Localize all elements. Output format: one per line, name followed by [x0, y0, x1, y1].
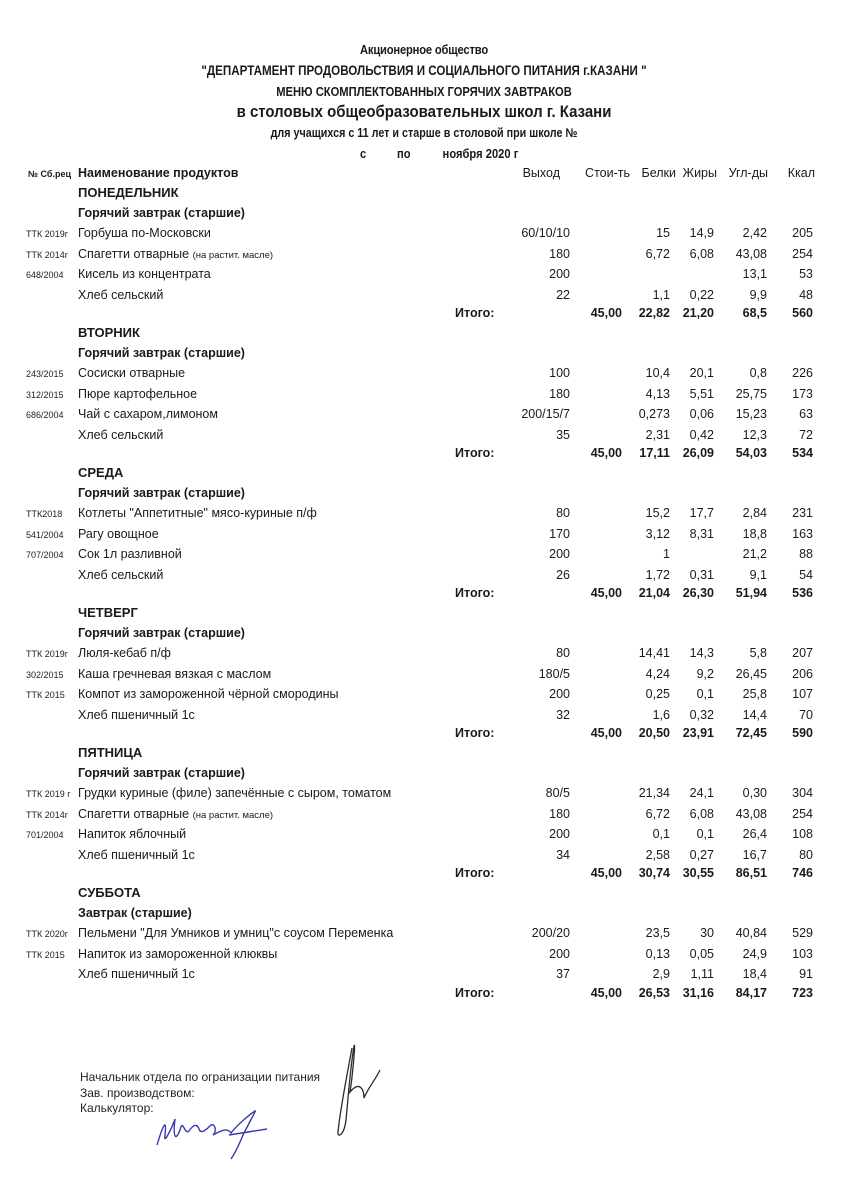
menu-item-row — [0, 267, 848, 287]
menu-item-row — [0, 407, 848, 427]
menu-item-row — [0, 428, 848, 448]
kcal-value: 108 — [792, 827, 813, 841]
col-header-output: Выход — [522, 166, 560, 180]
menu-item-row — [0, 786, 848, 806]
total-protein: 21,04 — [638, 586, 670, 600]
menu-item-row — [0, 527, 848, 547]
dish-name — [78, 667, 271, 681]
fat-value: 17,7 — [689, 506, 714, 520]
dish-name-text: Напиток яблочный — [78, 827, 187, 841]
recipe-code: ТТК 2014г — [26, 249, 69, 260]
total-row — [0, 446, 848, 466]
recipe-code: 302/2015 — [26, 669, 64, 680]
total-protein: 17,11 — [639, 446, 670, 460]
dish-name-text: Хлеб пшеничный 1с — [78, 707, 195, 722]
fat-value: 0,05 — [689, 946, 714, 961]
total-cost: 45,00 — [590, 306, 622, 320]
dish-name — [78, 786, 391, 800]
date-to-label: по — [396, 146, 411, 161]
dish-name-text: Рагу овощное — [78, 526, 159, 541]
total-carbs: 84,17 — [735, 985, 767, 1000]
protein-value: 1,6 — [652, 707, 670, 722]
dish-name-text: Кисель из концентрата — [78, 267, 211, 281]
menu-item-row — [0, 687, 848, 707]
protein-value: 2,31 — [645, 427, 670, 442]
col-header-cost: Стои-ть — [585, 166, 630, 180]
protein-value: 10,4 — [645, 366, 670, 380]
dish-name — [78, 387, 197, 401]
fat-value: 20,1 — [689, 366, 714, 380]
protein-value: 23,5 — [645, 926, 670, 940]
total-label: Итого: — [455, 446, 495, 460]
dish-name — [78, 848, 195, 862]
carbs-value: 2,84 — [742, 506, 767, 520]
sig-line-head: Начальник отдела по огранизации питания — [80, 1070, 321, 1084]
carbs-value: 43,08 — [735, 246, 767, 261]
total-label: Итого: — [455, 726, 495, 740]
menu-item-row — [0, 506, 848, 526]
protein-value: 1,72 — [645, 567, 670, 582]
output-value: 180 — [549, 806, 570, 821]
kcal-value: 173 — [792, 386, 813, 401]
output-value: 200 — [549, 946, 570, 961]
dish-name — [78, 926, 393, 940]
kcal-value: 163 — [792, 526, 813, 541]
total-row — [0, 726, 848, 746]
fat-value: 14,3 — [689, 646, 714, 660]
recipe-code: 701/2004 — [26, 830, 64, 840]
recipe-code: 312/2015 — [26, 389, 64, 400]
kcal-value: 254 — [792, 246, 813, 261]
carbs-value: 40,84 — [735, 926, 767, 940]
fat-value: 0,32 — [689, 707, 714, 722]
output-value: 200/15/7 — [521, 407, 570, 421]
day-heading: СУББОТА — [78, 885, 141, 900]
dish-name-text: Горбуша по-Московски — [78, 226, 211, 240]
total-fat: 26,09 — [682, 446, 714, 460]
dish-name-text: Пельмени "Для Умников и умниц"с соусом Переменка — [78, 926, 394, 940]
recipe-code: ТТК2018 — [26, 509, 63, 519]
total-row — [0, 306, 848, 326]
menu-item-row — [0, 848, 848, 868]
carbs-value: 24,9 — [742, 946, 767, 961]
carbs-value: 26,45 — [735, 666, 767, 681]
total-label: Итого: — [455, 306, 495, 320]
output-value: 37 — [556, 967, 570, 981]
fat-value: 0,06 — [689, 407, 714, 421]
carbs-value: 18,4 — [742, 967, 767, 981]
kcal-value: 54 — [799, 567, 813, 582]
meal-heading: Горячий завтрак (старшие) — [78, 206, 245, 220]
dish-name — [78, 428, 163, 442]
recipe-code: ТТК 2019 г — [26, 789, 71, 799]
dish-name — [78, 288, 163, 302]
dish-name-text: Хлеб сельский — [78, 287, 164, 302]
protein-value: 0,273 — [638, 407, 670, 421]
protein-value: 14,41 — [638, 646, 670, 660]
menu-title: МЕНЮ СКОМПЛЕКТОВАННЫХ ГОРЯЧИХ ЗАВТРАКОВ — [276, 84, 572, 99]
dish-name-text: Котлеты "Аппетитные" мясо-куриные п/ф — [78, 506, 317, 520]
total-row — [0, 586, 848, 606]
dish-name-text: Хлеб сельский — [78, 567, 164, 582]
fat-value: 1,11 — [690, 967, 714, 981]
dish-name-text: Спагетти отварные — [78, 246, 193, 261]
total-protein: 26,53 — [638, 985, 670, 1000]
col-header-kcal: Ккал — [787, 166, 815, 180]
protein-value: 4,24 — [645, 666, 670, 681]
output-value: 200/20 — [531, 926, 570, 940]
menu-item-row — [0, 366, 848, 386]
carbs-value: 2,42 — [742, 226, 767, 240]
recipe-code: ТТК 2020г — [26, 929, 69, 939]
menu-item-row — [0, 947, 848, 967]
meal-heading: Горячий завтрак (старшие) — [78, 486, 245, 500]
menu-item-row — [0, 226, 848, 246]
output-value: 200 — [549, 827, 570, 841]
protein-value: 3,12 — [645, 526, 670, 541]
fat-value: 9,2 — [696, 666, 714, 681]
dish-name — [78, 366, 185, 380]
dish-name — [78, 247, 273, 261]
dish-name — [78, 568, 163, 582]
total-row — [0, 986, 848, 1006]
col-header-fat: Жиры — [682, 166, 717, 180]
total-kcal: 534 — [792, 446, 813, 460]
protein-value: 6,72 — [645, 806, 670, 821]
day-heading: СРЕДА — [78, 465, 124, 480]
dish-name — [78, 407, 218, 421]
output-value: 60/10/10 — [521, 226, 570, 240]
menu-subtitle: в столовых общеобразовательных школ г. Казани — [236, 102, 612, 121]
col-header-protein: Белки — [641, 166, 676, 180]
protein-value: 21,34 — [638, 786, 670, 800]
audience-line: для учащихся с 11 лет и старше в столовой при школе № — [270, 126, 578, 140]
meal-heading: Горячий завтрак (старшие) — [78, 346, 245, 360]
total-fat: 23,91 — [682, 726, 714, 740]
signature-head — [330, 1040, 390, 1140]
dish-name — [78, 527, 159, 541]
meal-heading: Горячий завтрак (старшие) — [78, 626, 245, 640]
carbs-value: 25,8 — [742, 687, 767, 701]
menu-item-row — [0, 708, 848, 728]
output-value: 170 — [549, 526, 570, 541]
org-type: Акционерное общество — [359, 42, 489, 57]
carbs-value: 12,3 — [742, 427, 767, 442]
kcal-value: 206 — [792, 666, 813, 681]
kcal-value: 205 — [792, 226, 813, 240]
output-value: 80 — [556, 646, 570, 660]
date-range — [360, 146, 518, 161]
dish-note: (на растит. масле) — [192, 249, 274, 261]
total-cost: 45,00 — [590, 985, 622, 1000]
total-protein: 30,74 — [638, 866, 670, 880]
carbs-value: 5,8 — [749, 646, 767, 660]
fat-value: 8,31 — [689, 526, 714, 541]
dish-name — [78, 967, 195, 981]
output-value: 180/5 — [538, 666, 570, 681]
recipe-code: ТТК 2014г — [26, 809, 69, 820]
recipe-code: 541/2004 — [26, 529, 64, 540]
protein-value: 0,13 — [645, 946, 670, 961]
fat-value: 30 — [700, 926, 714, 940]
total-label: Итого: — [455, 586, 495, 600]
protein-value: 1 — [663, 547, 670, 561]
total-fat: 21,20 — [682, 306, 714, 320]
carbs-value: 14,4 — [742, 707, 767, 722]
carbs-value: 9,1 — [749, 567, 767, 582]
total-kcal: 590 — [792, 726, 813, 740]
recipe-code: ТТК 2019г — [26, 649, 69, 659]
output-value: 200 — [549, 547, 570, 561]
menu-item-row — [0, 827, 848, 847]
dish-name — [78, 267, 211, 281]
kcal-value: 107 — [792, 687, 813, 701]
total-cost: 45,00 — [590, 726, 622, 740]
dish-name-text: Хлеб сельский — [78, 427, 164, 442]
recipe-code: ТТК 2015 — [26, 949, 65, 960]
dish-name — [78, 226, 211, 240]
kcal-value: 304 — [792, 786, 813, 800]
dish-name-text: Сосиски отварные — [78, 366, 186, 380]
kcal-value: 207 — [792, 646, 813, 660]
protein-value: 0,25 — [645, 687, 670, 701]
fat-value: 5,51 — [689, 386, 714, 401]
col-header-name: Наименование продуктов — [78, 166, 239, 180]
signature-calculator — [145, 1105, 285, 1165]
recipe-code: 686/2004 — [26, 410, 64, 420]
total-kcal: 560 — [792, 306, 813, 320]
fat-value: 14,9 — [689, 226, 714, 240]
output-value: 180 — [549, 386, 570, 401]
menu-item-row — [0, 967, 848, 987]
total-kcal: 746 — [792, 866, 813, 880]
kcal-value: 231 — [792, 506, 813, 520]
dish-name-text: Сок 1л разливной — [78, 547, 182, 561]
total-protein: 22,82 — [638, 306, 670, 320]
output-value: 80 — [556, 506, 570, 520]
kcal-value: 53 — [799, 267, 813, 281]
dish-name-text: Хлеб пшеничный 1с — [78, 967, 195, 981]
output-value: 22 — [556, 287, 570, 302]
org-name: "ДЕПАРТАМЕНТ ПРОДОВОЛЬСТВИЯ И СОЦИАЛЬНОГО ПИТАНИЯ г.КАЗАНИ " — [201, 63, 647, 78]
output-value: 200 — [549, 687, 570, 701]
carbs-value: 25,75 — [735, 386, 767, 401]
day-heading: ПОНЕДЕЛЬНИК — [78, 185, 179, 200]
total-kcal: 536 — [792, 586, 813, 600]
protein-value: 2,58 — [645, 847, 670, 862]
menu-item-row — [0, 288, 848, 308]
total-carbs: 68,5 — [742, 306, 767, 320]
sig-line-calculator: Калькулятор: — [80, 1101, 154, 1115]
menu-item-row — [0, 387, 848, 407]
total-protein: 20,50 — [638, 726, 670, 740]
dish-name — [78, 708, 195, 722]
kcal-value: 91 — [799, 967, 813, 981]
fat-value: 0,27 — [689, 847, 714, 862]
menu-item-row — [0, 646, 848, 666]
recipe-code: 648/2004 — [26, 270, 64, 280]
dish-name-text: Напиток из замороженной клюквы — [78, 946, 278, 961]
fat-value: 0,22 — [689, 287, 714, 302]
total-carbs: 72,45 — [735, 726, 767, 740]
menu-item-row — [0, 926, 848, 946]
carbs-value: 9,9 — [749, 287, 767, 302]
date-month-year: ноября 2020 г — [442, 146, 519, 161]
total-fat: 26,30 — [682, 586, 714, 600]
output-value: 80/5 — [545, 786, 570, 800]
carbs-value: 21,2 — [742, 547, 767, 561]
protein-value: 2,9 — [652, 967, 670, 981]
total-carbs: 51,94 — [735, 586, 767, 600]
fat-value: 6,08 — [689, 806, 714, 821]
output-value: 200 — [549, 267, 570, 281]
dish-name-text: Грудки куриные (филе) запечённые с сыром, томатом — [78, 786, 392, 800]
carbs-value: 16,7 — [742, 847, 767, 862]
date-from-label: с — [360, 146, 367, 161]
sig-line-production: Зав. производством: — [80, 1085, 195, 1100]
day-heading: ПЯТНИЦА — [78, 745, 143, 760]
protein-value: 4,13 — [645, 386, 670, 401]
kcal-value: 103 — [792, 946, 813, 961]
dish-name-text: Компот из замороженной чёрной смородины — [78, 687, 339, 701]
recipe-code: ТТК 2019г — [26, 229, 69, 239]
kcal-value: 254 — [792, 806, 813, 821]
dish-name — [78, 506, 317, 520]
total-row — [0, 866, 848, 886]
fat-value: 0,1 — [696, 827, 714, 841]
dish-name — [78, 646, 171, 660]
fat-value: 6,08 — [689, 246, 714, 261]
dish-name — [78, 827, 186, 841]
day-heading: ЧЕТВЕРГ — [78, 605, 138, 620]
total-cost: 45,00 — [590, 586, 622, 600]
output-value: 34 — [556, 847, 570, 862]
carbs-value: 13,1 — [742, 267, 767, 281]
meal-heading: Горячий завтрак (старшие) — [78, 766, 245, 780]
fat-value: 24,1 — [689, 786, 714, 800]
col-header-carbs: Угл-ды — [728, 166, 768, 180]
carbs-value: 0,30 — [742, 786, 767, 800]
carbs-value: 0,8 — [749, 366, 767, 380]
day-heading: ВТОРНИК — [78, 325, 140, 340]
carbs-value: 18,8 — [742, 526, 767, 541]
dish-name — [78, 547, 182, 561]
kcal-value: 529 — [792, 926, 813, 940]
dish-name-text: Люля-кебаб п/ф — [78, 646, 171, 660]
protein-value: 15 — [656, 226, 670, 240]
protein-value: 15,2 — [645, 506, 670, 520]
dish-name-text: Пюре картофельное — [78, 386, 198, 401]
dish-name-text: Каша гречневая вязкая с маслом — [78, 666, 272, 681]
dish-name-text: Чай с сахаром,лимоном — [78, 407, 218, 421]
total-label: Итого: — [455, 985, 495, 1000]
kcal-value: 72 — [799, 427, 813, 442]
output-value: 32 — [556, 707, 570, 722]
carbs-value: 43,08 — [735, 806, 767, 821]
total-kcal: 723 — [792, 985, 813, 1000]
output-value: 26 — [556, 567, 570, 582]
recipe-code: ТТК 2015 — [26, 690, 65, 700]
kcal-value: 70 — [799, 707, 813, 722]
col-header-code: № Сб.рец — [28, 169, 72, 179]
dish-name — [78, 947, 277, 961]
dish-note: (на растит. масле) — [192, 809, 274, 821]
recipe-code: 707/2004 — [26, 550, 64, 560]
dish-name — [78, 807, 273, 821]
menu-item-row — [0, 667, 848, 687]
kcal-value: 63 — [799, 407, 813, 421]
carbs-value: 15,23 — [735, 407, 767, 421]
kcal-value: 88 — [799, 547, 813, 561]
total-fat: 31,16 — [682, 985, 714, 1000]
output-value: 35 — [556, 427, 570, 442]
total-cost: 45,00 — [590, 446, 622, 460]
fat-value: 0,31 — [689, 567, 714, 582]
dish-name-text: Спагетти отварные — [78, 806, 193, 821]
total-cost: 45,00 — [590, 866, 622, 880]
kcal-value: 80 — [799, 847, 813, 862]
output-value: 180 — [549, 246, 570, 261]
dish-name-text: Хлеб пшеничный 1с — [78, 847, 195, 862]
protein-value: 0,1 — [652, 827, 670, 841]
menu-item-row — [0, 807, 848, 827]
fat-value: 0,42 — [689, 427, 714, 442]
fat-value: 0,1 — [696, 687, 714, 701]
output-value: 100 — [549, 366, 570, 380]
protein-value: 6,72 — [645, 246, 670, 261]
protein-value: 1,1 — [652, 287, 670, 302]
dish-name — [78, 687, 339, 701]
meal-heading: Завтрак (старшие) — [78, 906, 192, 920]
total-fat: 30,55 — [682, 866, 714, 880]
menu-item-row — [0, 547, 848, 567]
recipe-code: 243/2015 — [26, 369, 64, 379]
kcal-value: 226 — [792, 366, 813, 380]
total-label: Итого: — [455, 866, 495, 880]
kcal-value: 48 — [799, 287, 813, 302]
total-carbs: 86,51 — [735, 866, 767, 880]
menu-item-row — [0, 568, 848, 588]
total-carbs: 54,03 — [735, 446, 767, 460]
menu-item-row — [0, 247, 848, 267]
carbs-value: 26,4 — [742, 827, 767, 841]
